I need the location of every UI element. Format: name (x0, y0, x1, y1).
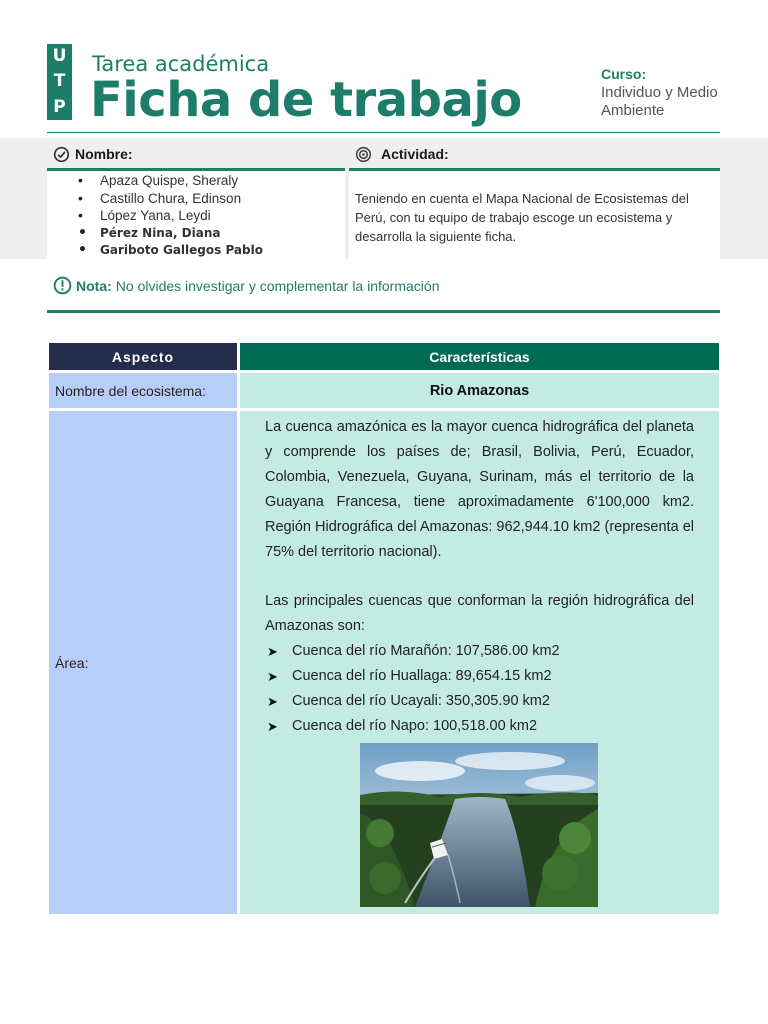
list-item: ➤ Cuenca del río Marañón: 107,586.00 km2 (267, 639, 560, 664)
list-item: • Pérez Nina, Diana (75, 225, 263, 243)
list-item: ➤ Cuenca del río Ucayali: 350,305.90 km2 (267, 689, 560, 714)
note-text: No olvides investigar y complementar la información (115, 277, 440, 294)
document-subtitle: Tarea académica (92, 52, 270, 76)
nombre-label: Nombre: (75, 146, 133, 162)
nombre-underline (47, 168, 345, 171)
actividad-header (355, 140, 449, 168)
list-item: • Gariboto Gallegos Pablo (75, 242, 263, 260)
area-paragraph-1: La cuenca amazónica es la mayor cuenca hidrográfica del planeta y comprende los países de; Brasil, Bolivia, Perú, Ecuador, Colombia, Venezuela, Guyana, Surinam, más el territorio de la Guayana Francesa, tiene aproximadamente 6'100,000 km2. Región Hidrográfica del Amazonas: 962,944.10 km2 (representa el 75% del territorio nacional). (265, 419, 694, 560)
note (53, 276, 439, 295)
list-item: • López Yana, Leydi (75, 207, 263, 225)
curso-value: Individuo y Medio Ambiente (601, 84, 718, 119)
amazon-river-photo (360, 743, 598, 907)
team-members-list (75, 172, 263, 260)
check-circle-icon (53, 146, 70, 163)
basins-list (267, 639, 560, 739)
list-item: • Apaza Quispe, Sheraly (75, 172, 263, 190)
table-header-aspecto: Aspecto (49, 343, 237, 370)
list-item: ➤ Cuenca del río Napo: 100,518.00 km2 (267, 714, 560, 739)
nombre-header (53, 140, 133, 168)
list-item: • Castillo Chura, Edinson (75, 190, 263, 208)
actividad-description: Teniendo en cuenta el Mapa Nacional de Ecosistemas del Perú, con tu equipo de trabajo escoge un ecosistema y desarrolla la siguiente ficha. (355, 191, 689, 244)
ecosystem-name-cell: Rio Amazonas (240, 373, 719, 408)
actividad-underline (349, 168, 720, 171)
target-icon (355, 146, 372, 163)
logo-letter: P (53, 96, 66, 117)
header-divider (47, 132, 720, 133)
actividad-label: Actividad: (381, 146, 449, 162)
curso-label: Curso: (601, 66, 647, 82)
logo-letter: U (52, 46, 67, 67)
utp-logo (47, 44, 72, 120)
area-paragraph-2: Las principales cuencas que conforman la región hidrográfica del Amazonas son: (265, 593, 694, 634)
document-title: Ficha de trabajo (90, 72, 522, 128)
note-label: Nota: (76, 277, 112, 294)
aspect-cell-name: Nombre del ecosistema: (49, 373, 237, 408)
table-header-caracteristicas: Características (240, 343, 719, 370)
aspect-cell-area: Área: (49, 411, 237, 914)
note-divider (47, 310, 720, 313)
area-description-cell (240, 411, 719, 914)
list-item: ➤ Cuenca del río Huallaga: 89,654.15 km2 (267, 664, 560, 689)
logo-letter: T (53, 71, 66, 92)
exclamation-circle-icon (53, 276, 72, 295)
